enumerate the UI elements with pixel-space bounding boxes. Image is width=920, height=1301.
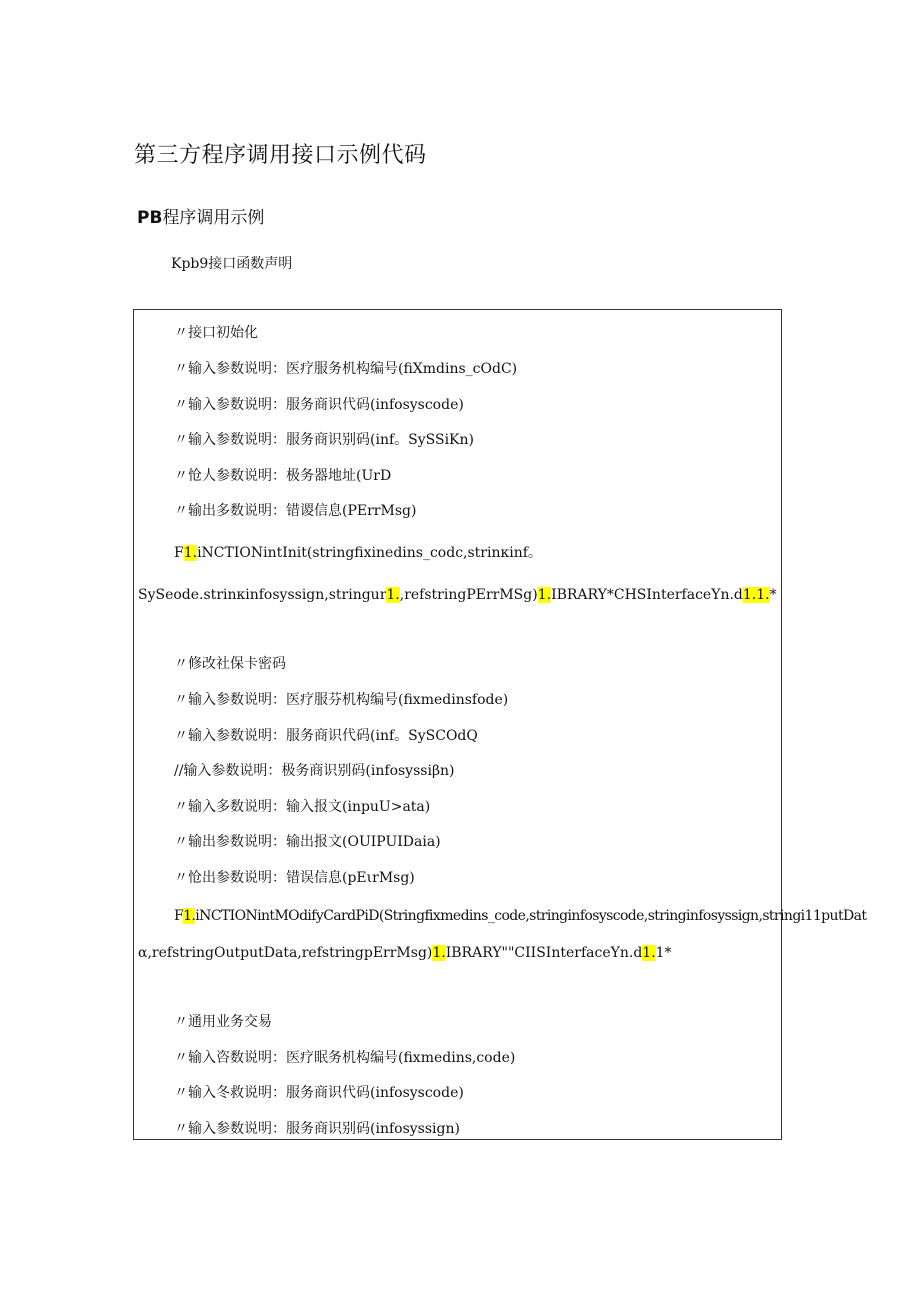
comment-init-param-4: 〃怆人参数说明：极务器地址(UrD — [174, 468, 392, 484]
highlight: 1. — [537, 587, 552, 603]
init-function-declaration-line-1 — [174, 544, 542, 562]
comment-init-param-1: 〃输入参数说明：医疗服务机构编号(fiXmdins_cOdC) — [174, 361, 518, 377]
code-text: F — [174, 545, 184, 561]
code-text: α,refstringOutputData,refstringpErrMsg) — [138, 945, 433, 961]
highlight: 1. — [432, 945, 446, 961]
code-text: * — [769, 587, 777, 603]
section-heading — [137, 203, 264, 228]
comment-general-param-1: 〃输入咨数说明：医疗眠务机构编号(fixmedins,code) — [174, 1050, 516, 1066]
code-text: iNCTIONintMOdifyCardPiD(Stringfixmedins_code,stringinfosyscode,stringinfosyssign,stringi11putDat — [195, 908, 867, 924]
section-heading-prefix: PB — [137, 208, 163, 228]
code-text: iNCTIONintInit(stringfixinedins_codc,strinκinf。 — [197, 545, 542, 561]
comment-modify-param-4: 〃输入多数说明：输入报文(inpuU>ata) — [174, 799, 431, 815]
comment-general-param-3: 〃输入参数说明：服务商识别码(infosyssign) — [174, 1121, 460, 1137]
modify-function-declaration-line-2 — [138, 944, 672, 962]
comment-general-param-2: 〃输入冬救说明：服务商识代码(infosyscode) — [174, 1085, 464, 1101]
code-text: 1* — [655, 945, 672, 961]
highlight: 1. — [183, 908, 196, 924]
code-text: IBRARY""CIISInterfaceYn.d — [445, 945, 643, 961]
highlight: 1. — [386, 587, 400, 603]
code-text: IBRARY*CHSInterfaceYn.d — [551, 587, 743, 603]
section-heading-text: 程序调用示例 — [162, 208, 265, 228]
comment-modify-param-3: //输入参数说明：极务商识别码(infosyssiβn) — [174, 763, 455, 779]
comment-modify-param-6: 〃怆出参数说明：错误信息(pEιrMsg) — [174, 870, 415, 886]
comment-modify-title: 〃修改社保卡密码 — [174, 656, 286, 672]
comment-init-param-3: 〃输入参数说明：服务商识别码(inf。SySSiKn) — [174, 432, 474, 448]
comment-modify-param-5: 〃输出参数说明：输出报文(OUIPUIDaia) — [174, 834, 441, 850]
highlight: 1. — [183, 545, 198, 561]
declaration-label: Kpb9接口函数声明 — [171, 256, 293, 272]
comment-init-param-2: 〃输入参数说明：服务商识代码(infosyscode) — [174, 397, 464, 413]
comment-modify-param-1: 〃输入参数说明：医疗服芬机构编号(fixmedinsfode) — [174, 692, 509, 708]
highlight: 1. — [642, 945, 656, 961]
modify-function-declaration-line-1 — [174, 907, 866, 925]
highlight: 1.1. — [742, 587, 770, 603]
code-text: F — [174, 908, 184, 924]
comment-modify-param-2: 〃输入参数说明：服务商识代码(inf。SySCOdQ — [174, 728, 478, 744]
init-function-declaration-line-2 — [138, 586, 777, 604]
code-text: ,refstringPErrMSg) — [399, 587, 538, 603]
comment-general-title: 〃通用业务交易 — [174, 1014, 272, 1030]
page-title: 第三方程序调用接口示例代码 — [134, 143, 427, 168]
comment-init-title: 〃接口初始化 — [174, 325, 258, 341]
code-text: SySeode.strinκinfosyssign,stringur — [138, 587, 387, 603]
code-block — [133, 309, 867, 1140]
comment-init-param-5: 〃输出多数说明：错谡信息(PErrMsg) — [174, 503, 417, 519]
